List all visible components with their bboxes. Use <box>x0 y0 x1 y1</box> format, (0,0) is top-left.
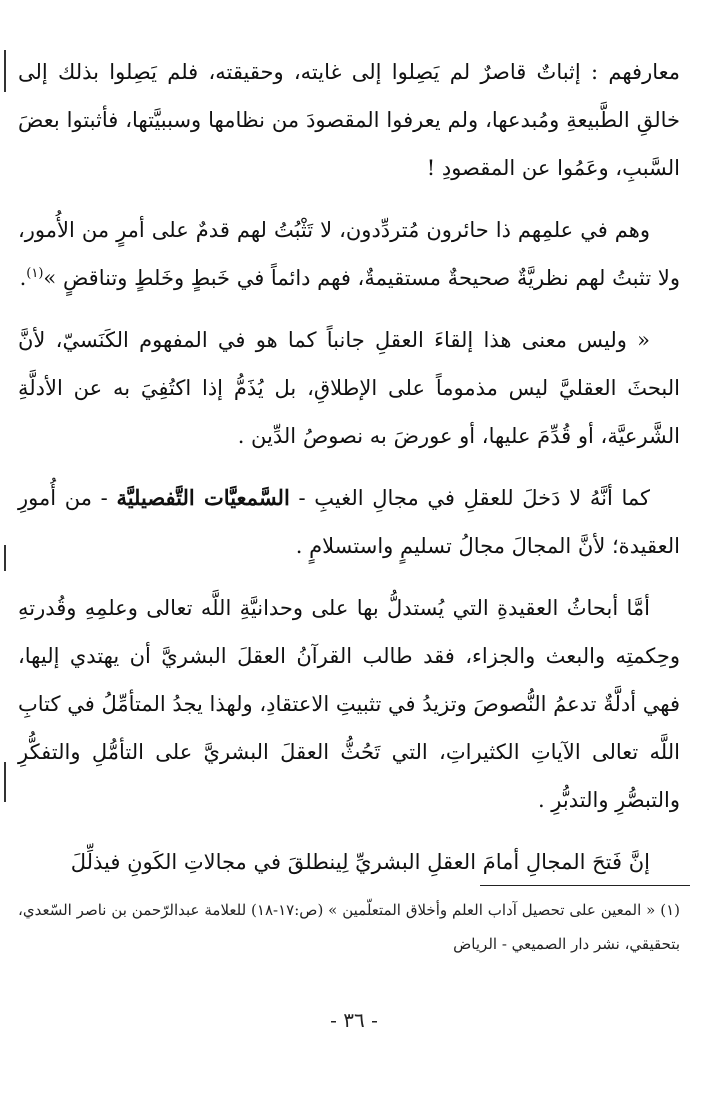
page-number: - ٣٦ - <box>330 1008 378 1032</box>
paragraph-4-emphasis: السَّمعيَّات التَّفصيليَّة <box>116 485 290 510</box>
paragraph-5: أمَّا أبحاثُ العقيدةِ التي يُستدلُّ بها على وحدانيَّةِ اللَّه تعالى وعلمِهِ وقُدرتهِ وحِكمتِه والبعث والجزاء، فقد طالب القرآنُ العقلَ البشريَّ أن يهتدي إليها، فهي أدلَّةٌ تدعمُ النُّصوصَ وتزيدُ في تثبيتِ الاعتقادِ، ولهذا يجدُ المتأمِّلُ في كتابِ اللَّه تعالى الآياتِ الكثيراتِ، التي تَحُثُّ العقلَ البشريَّ على التأمُّلِ والتفكُّرِ والتبصُّرِ والتدبُّرِ . <box>18 596 680 812</box>
paragraph-2 <box>18 206 680 302</box>
paragraph-4 <box>18 474 680 570</box>
scan-edge-mark-top <box>4 50 6 92</box>
paragraph-6: إنَّ فَتحَ المجالِ أمامَ العقلِ البشريِّ لِينطلقَ في مجالاتِ الكَونِ فيذلِّلَ <box>70 850 650 874</box>
scan-edge-mark-middle <box>4 545 6 571</box>
paragraph-2-text: وهم في علمِهم ذا حائرون مُتردِّدون، لا تَثْبُتُ لهم قدمٌ على أمرٍ من الأُمور، ولا تثبتُ لهم نظريَّةٌ صحيحةٌ مستقيمةٌ، فهم دائماً في خَبطٍ وخَلطٍ وتناقضٍ » <box>18 218 680 290</box>
paragraph-4-after: - من أُمورِ العقيدة؛ لأنَّ المجالَ مجالُ تسليمٍ واستسلامٍ . <box>18 486 680 558</box>
footnote-separator <box>480 885 690 886</box>
paragraph-4-before: كما أنَّهُ لا دَخلَ للعقلِ في مجالِ الغيبِ - <box>289 486 651 510</box>
footnote: (١) « المعين على تحصيل آداب العلم وأخلاق المتعلّمين » (ص:١٧-١٨) للعلامة عبدالرّحمن بن ناصر السّعدي، بتحقيقي، نشر دار الصميعي - الرياض <box>18 901 680 953</box>
paragraph-1: معارفهم : إثباتٌ قاصرٌ لم يَصِلوا إلى غايته، وحقيقته، فلم يَصِلوا بذلك إلى خالقِ الطَّبيعةِ ومُبدعها، ولم يعرفوا المقصودَ من نظامها وسببيَّتها، فأثبتوا بعضَ السَّببِ، وعَمُوا عن المقصودِ ! <box>18 60 680 180</box>
footnote-reference: (١) <box>26 266 44 281</box>
paragraph-3: « وليس معنى هذا إلقاءَ العقلِ جانباً كما هو في المفهوم الكَنَسيّ، لأنَّ البحثَ العقليَّ ليس مذموماً على الإطلاقِ، بل يُذَمُّ إذا اكتُفِيَ به عن الأدلَّةِ الشَّرعيَّة، أو قُدِّمَ عليها، أو عورضَ به نصوصُ الدِّين . <box>18 328 680 448</box>
main-text <box>18 48 680 900</box>
scan-edge-mark-bottom <box>4 762 6 802</box>
paragraph-2-tail: . <box>19 266 27 290</box>
